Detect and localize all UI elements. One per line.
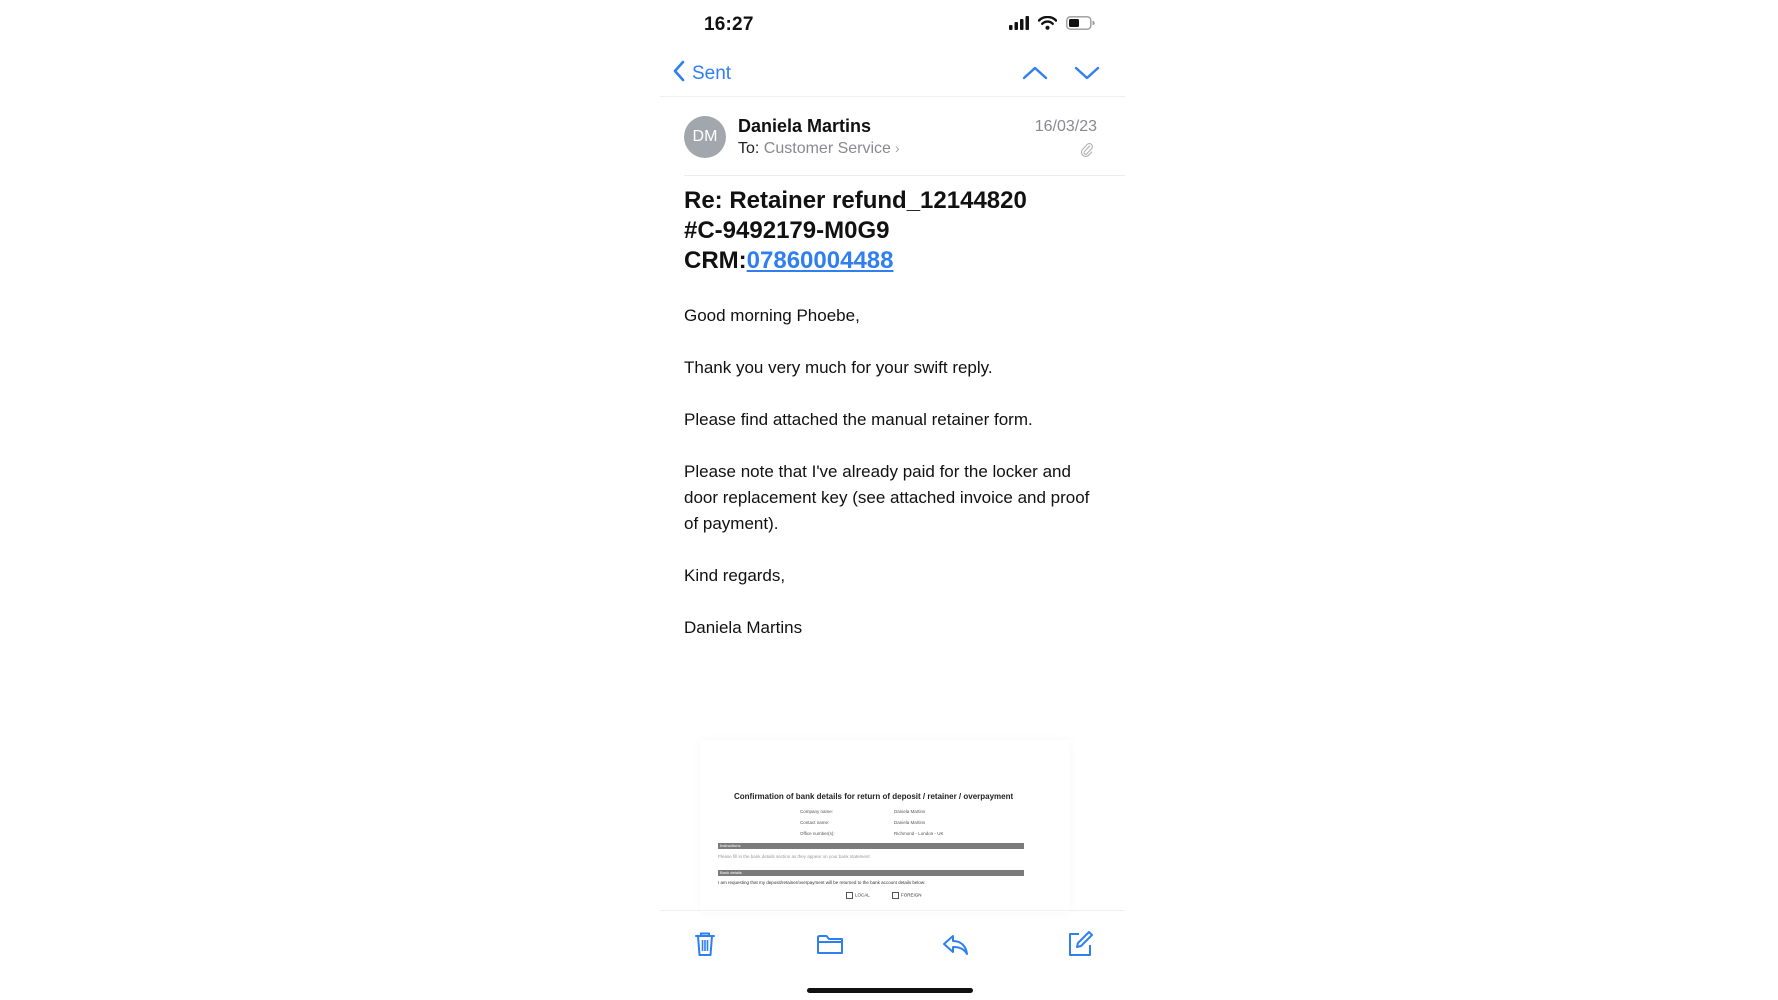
form-field-label: Contact name:	[800, 820, 830, 825]
greeting: Good morning Phoebe,	[684, 306, 860, 325]
to-label: To:	[738, 140, 760, 157]
message-navigation	[1021, 62, 1101, 84]
recipient-line[interactable]	[738, 140, 900, 158]
back-button[interactable]	[672, 60, 731, 88]
checkbox-icon	[892, 892, 899, 899]
back-button-label: Sent	[692, 63, 732, 84]
form-field-label: Office number(s):	[800, 831, 835, 836]
subject-line-2: #C-9492179-M0G9	[684, 217, 890, 244]
crm-prefix: CRM:	[684, 247, 747, 274]
form-section-header: Bank details	[718, 870, 1024, 876]
form-request-text: I am requesting that my deposit/retainer/overpayment will be returned to the bank account details below:	[718, 880, 926, 885]
attachment-preview[interactable]	[700, 740, 1070, 912]
trash-icon[interactable]	[690, 929, 720, 959]
form-field-label: Company name:	[800, 809, 834, 814]
wifi-icon	[1038, 16, 1057, 35]
home-indicator[interactable]	[807, 988, 973, 993]
attachment-title: Confirmation of bank details for return of deposit / retainer / overpayment	[734, 792, 1014, 801]
mail-app-screen	[660, 0, 1125, 1000]
sender-divider	[684, 175, 1125, 176]
form-section-header: Instructions	[718, 843, 1024, 849]
chevron-right-icon: ›	[894, 140, 900, 156]
crm-phone-link[interactable]: 07860004488	[746, 247, 894, 274]
recipient-name: Customer Service	[763, 140, 891, 157]
navigation-bar	[660, 52, 1125, 96]
bottom-toolbar	[660, 910, 1125, 971]
email-body	[684, 303, 1104, 667]
form-field-value: Daniela Martins	[894, 820, 926, 825]
checkbox-icon	[846, 892, 853, 899]
email-subject	[684, 186, 1104, 276]
folder-icon[interactable]	[815, 929, 845, 959]
sender-name: Daniela Martins	[738, 116, 872, 136]
chevron-left-icon	[672, 60, 686, 88]
sign-off: Kind regards,	[684, 566, 786, 585]
chevron-down-icon[interactable]	[1073, 62, 1101, 84]
email-date: 16/03/23	[1034, 118, 1097, 135]
battery-icon	[1066, 16, 1095, 35]
subject-line-1: Re: Retainer refund_12144820	[684, 187, 1027, 214]
chevron-up-icon[interactable]	[1021, 62, 1049, 84]
header-divider	[660, 96, 1125, 97]
subject-line-3	[684, 246, 1104, 276]
form-option-local: LOCAL	[846, 892, 870, 899]
body-paragraph: Please find attached the manual retainer form.	[684, 410, 1033, 429]
signal-icon	[1009, 16, 1029, 35]
status-time: 16:27	[704, 14, 754, 35]
form-field-value: Richmond - London - UK	[894, 831, 944, 836]
body-paragraph: Please note that I've already paid for the locker and door replacement key (see attached invoice and proof of payment).	[684, 462, 1090, 533]
form-instructions: Please fill in the bank details section as they appear on your bank statement	[718, 854, 870, 859]
status-icons	[1009, 16, 1095, 35]
paperclip-icon	[1081, 142, 1093, 162]
form-field-value: Daniela Martins	[894, 809, 926, 814]
body-paragraph: Thank you very much for your swift reply.	[684, 358, 993, 377]
avatar: DM	[684, 116, 726, 158]
sender-header[interactable]	[684, 116, 1097, 166]
compose-icon[interactable]	[1065, 929, 1095, 959]
signature: Daniela Martins	[684, 618, 803, 637]
reply-icon[interactable]	[940, 929, 970, 959]
status-bar	[660, 0, 1125, 50]
form-option-foreign: FOREIGN	[892, 892, 922, 899]
